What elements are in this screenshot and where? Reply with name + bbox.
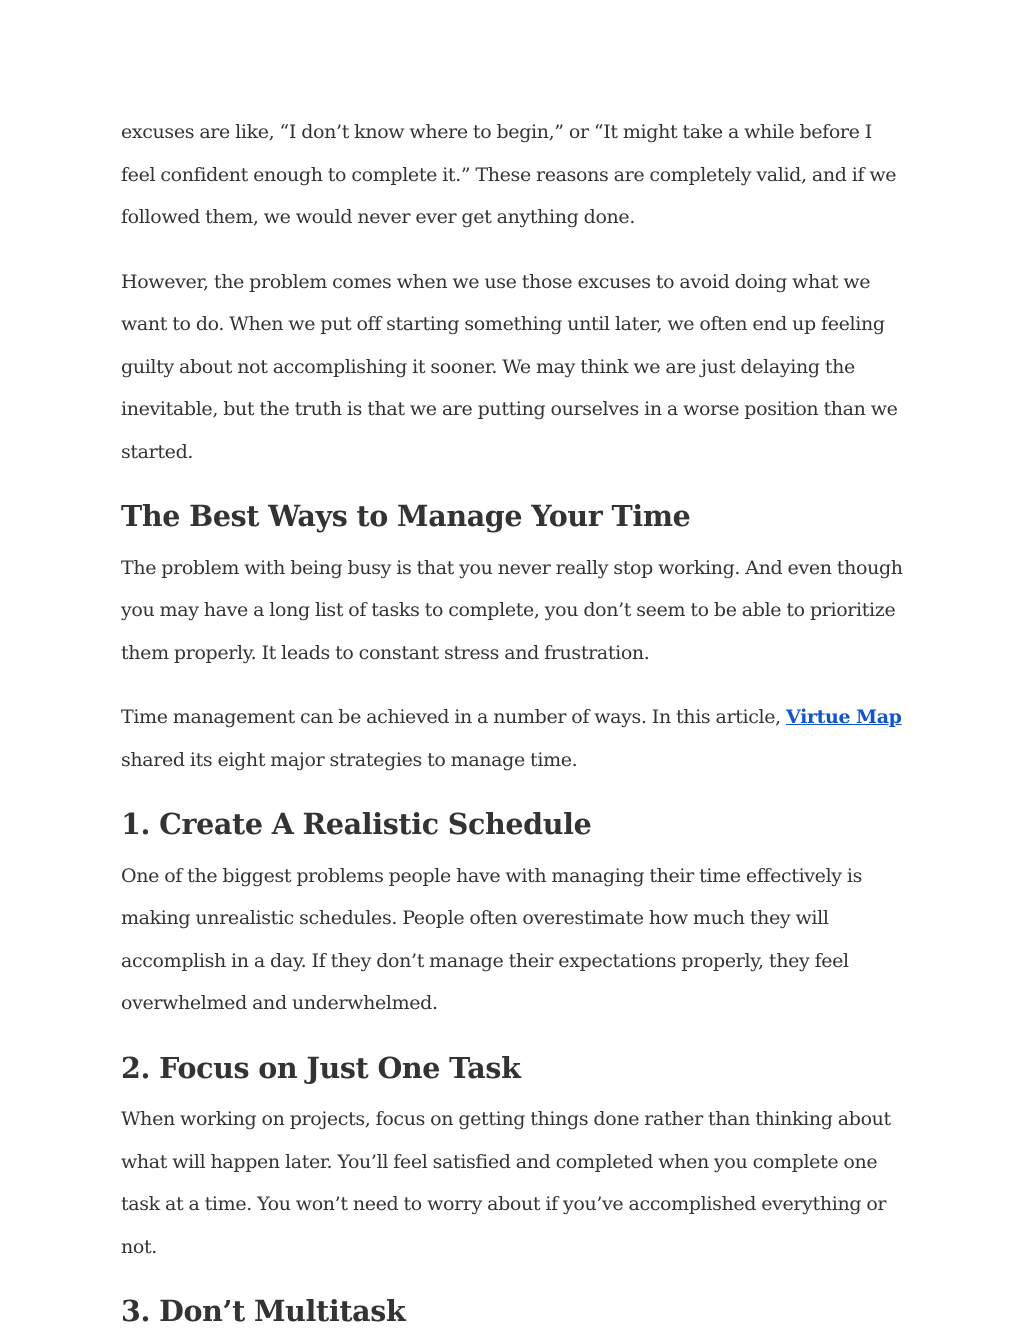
- section-1-paragraph: One of the biggest problems people have with managing their time effectively is making unrealistic schedules. People often overestimate how much they will accomplish in a day. If they don’t manage their expectations properly, they feel overwhelmed and underwhelmed.: [121, 864, 862, 1014]
- virtue-map-link[interactable]: Virtue Map: [786, 706, 902, 728]
- intro-paragraph-1: excuses are like, “I don’t know where to begin,” or “It might take a while before I feel confident enough to complete it.” These reasons are completely valid, and if we followed them, we would never ever get anything done.: [121, 121, 897, 228]
- section-heading-3: 3. Don’t Multitask: [121, 1294, 406, 1328]
- best-ways-text-after-link: shared its eight major strategies to manage time.: [121, 748, 578, 771]
- best-ways-text-before-link: Time management can be achieved in a number of ways. In this article,: [121, 706, 787, 728]
- document-page: [121, 111, 911, 1342]
- section-2-paragraph: When working on projects, focus on getting things done rather than thinking about what will happen later. You’ll feel satisfied and completed when you complete one task at a time. You won’t need to worry about if you’ve accomplished everything or not.: [121, 1108, 891, 1258]
- best-ways-paragraph-1: The problem with being busy is that you never really stop working. And even though you may have a long list of tasks to complete, you don’t seem to be able to prioritize them properly. It leads to constant stress and frustration.: [121, 556, 903, 664]
- best-ways-paragraph-2: [121, 696, 911, 781]
- section-heading-best-ways: The Best Ways to Manage Your Time: [121, 499, 691, 533]
- intro-paragraph-2: However, the problem comes when we use those excuses to avoid doing what we want to do. When we put off starting something until later, we often end up feeling guilty about not accomplishing it sooner. We may think we are just delaying the inevitable, but the truth is that we are putting ourselves in a worse position than we started.: [121, 270, 898, 463]
- section-heading-1: 1. Create A Realistic Schedule: [121, 807, 592, 841]
- section-heading-2: 2. Focus on Just One Task: [121, 1050, 521, 1085]
